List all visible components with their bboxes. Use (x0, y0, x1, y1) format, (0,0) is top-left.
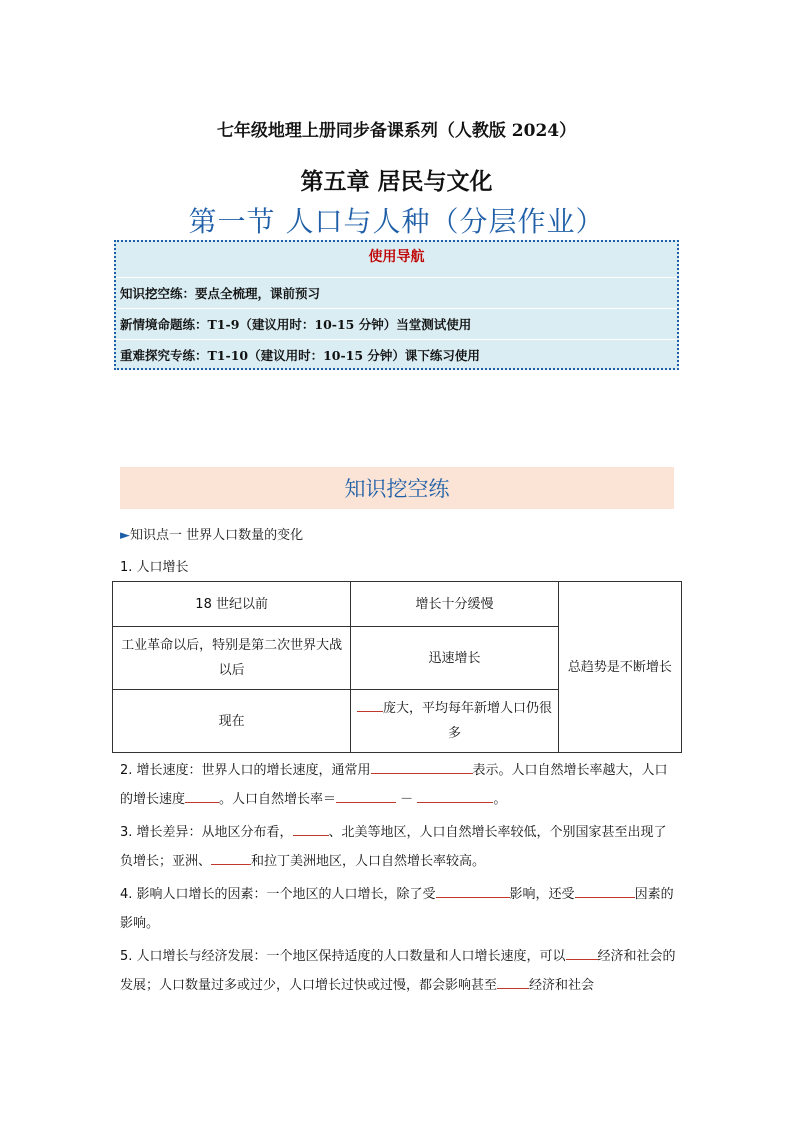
table-cell-period: 18 世纪以前 (113, 582, 351, 627)
item-5-text-c: 经济和社会 (529, 978, 595, 993)
item-1-label: 1. 人口增长 (120, 560, 189, 575)
item-5-paragraph (120, 942, 676, 1000)
section-band-title: 知识挖空练 (344, 477, 450, 501)
population-growth-table (112, 581, 682, 753)
item-5-text-a: 5. 人口增长与经济发展：一个地区保持适度的人口数量和人口增长速度，可以 (120, 949, 566, 964)
series-title: 七年级地理上册同步备课系列（人教版 2024） (216, 121, 577, 141)
nav-row-new-context: 新情境命题练：T1-9（建议用时：10-15 分钟）当堂测试使用 (116, 308, 677, 340)
item-4-paragraph (120, 880, 676, 938)
table-cell-status: 增长十分缓慢 (351, 582, 559, 627)
item-4-text-c: 因素的影响。 (120, 887, 674, 931)
item-3-text-b: 、北美等地区，人口自然增长率较低，个别国家甚至出现了负增长；亚洲、 (120, 825, 667, 869)
answer-blank[interactable] (497, 974, 529, 989)
item-5-text-b: 经济和社会的发展；人口数量过多或过少，人口增长过快或过慢，都会影响甚至 (120, 949, 676, 993)
section-title: 第一节 人口与人种（分层作业） (188, 205, 605, 238)
answer-blank[interactable] (417, 788, 493, 803)
table-cell-status: 迅速增长 (351, 627, 559, 690)
item-4-text-a: 4. 影响人口增长的因素：一个地区的人口增长，除了受 (120, 887, 436, 902)
item-2-text-a: 2. 增长速度：世界人口的增长速度，通常用 (120, 763, 371, 778)
item-4-text-b: 影响，还受 (509, 887, 575, 902)
table-cell-period: 现在 (113, 690, 351, 753)
knowledge-point-text: 知识点一 世界人口数量的变化 (130, 528, 304, 543)
knowledge-point-heading (120, 524, 303, 543)
answer-blank[interactable] (436, 883, 510, 898)
item-3-text-c: 和拉丁美洲地区，人口自然增长率较高。 (251, 854, 486, 869)
item-2-text-e: 。 (493, 792, 507, 807)
answer-blank[interactable] (566, 945, 598, 960)
answer-blank[interactable] (211, 850, 251, 865)
answer-blank[interactable] (371, 759, 473, 774)
table-cell-period: 工业革命以后，特别是第二次世界大战以后 (113, 627, 351, 690)
usage-navigation-box (114, 240, 679, 370)
chapter-title: 第五章 居民与文化 (300, 168, 493, 195)
item-2-text-c: 。人口自然增长率＝ (219, 792, 337, 807)
answer-blank[interactable] (575, 883, 635, 898)
table-row (113, 582, 682, 627)
item-2-paragraph (120, 756, 676, 814)
table-cell-status-text: 庞大，平均每年新增人口仍很多 (383, 701, 553, 741)
item-2-text-b: 表示。人口自然增长率越大，人口的增长速度 (120, 763, 668, 807)
item-3-paragraph (120, 818, 676, 876)
table-cell-summary: 总趋势是不断增长 (558, 582, 681, 753)
answer-blank[interactable] (185, 788, 219, 803)
answer-blank[interactable] (293, 821, 329, 836)
nav-row-knowledge: 知识挖空练：要点全梳理，课前预习 (116, 277, 677, 309)
arrow-icon: ► (120, 528, 130, 543)
answer-blank[interactable] (357, 697, 383, 712)
nav-row-difficult: 重难探究专练：T1-10（建议用时：10-15 分钟）课下练习使用 (116, 339, 677, 371)
table-cell-status (351, 690, 559, 753)
answer-blank[interactable] (336, 788, 396, 803)
nav-title: 使用导航 (368, 249, 425, 265)
item-2-text-d: － (400, 792, 414, 807)
item-3-text-a: 3. 增长差异：从地区分布看， (120, 825, 293, 840)
